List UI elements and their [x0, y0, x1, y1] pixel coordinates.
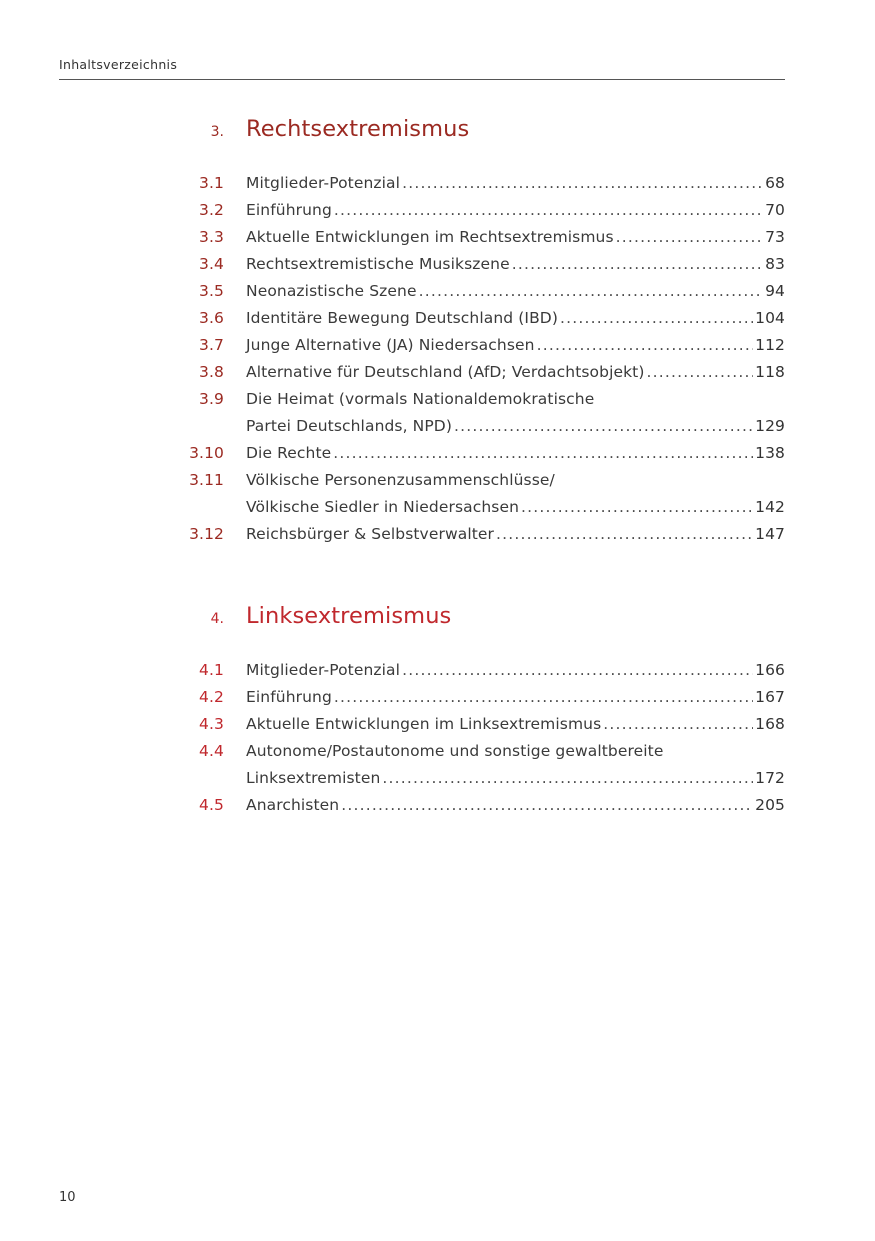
toc-entry[interactable] [180, 359, 785, 386]
toc-entry-title: Mitglieder-Potenzial [246, 174, 401, 192]
toc-entry-body [246, 332, 785, 359]
toc-entry-page: 70 [765, 201, 785, 219]
toc-entry-title: Aktuelle Entwicklungen im Rechtsextremismus [246, 228, 614, 246]
toc-entry-body [246, 359, 785, 386]
toc-entry-title: Alternative für Deutschland (AfD; Verdachtsobjekt) [246, 363, 645, 381]
dot-leader [334, 684, 753, 711]
toc-entry-page: 68 [765, 174, 785, 192]
toc-entry-body [246, 711, 785, 738]
dot-leader [647, 359, 754, 386]
toc-entry-number: 3.9 [199, 390, 224, 408]
toc-entry-line [246, 332, 785, 359]
dot-leader [537, 332, 754, 359]
toc-entry-title: Einführung [246, 688, 332, 706]
toc-section-linksextremismus [180, 603, 785, 819]
running-header: Inhaltsverzeichnis [59, 57, 178, 72]
toc-entry-title: Linksextremisten [246, 769, 381, 787]
toc-entry-body [246, 738, 785, 792]
dot-leader [512, 251, 763, 278]
toc-entry-title: Partei Deutschlands, NPD) [246, 417, 452, 435]
section-title: Linksextremismus [246, 603, 452, 629]
toc-entry-page: 147 [755, 525, 785, 543]
toc-entry-title: Rechtsextremistische Musikszene [246, 255, 510, 273]
header-rule [59, 79, 785, 80]
toc-entry-line [246, 711, 785, 738]
toc-entry-title: Reichsbürger & Selbstverwalter [246, 525, 495, 543]
dot-leader [521, 494, 753, 521]
toc-entry-line [246, 251, 785, 278]
toc-entry-number: 4.4 [199, 742, 224, 760]
toc-entry-number: 3.5 [199, 282, 224, 300]
toc-entry-line [246, 278, 785, 305]
dot-leader [496, 521, 753, 548]
toc-entry[interactable] [180, 440, 785, 467]
toc-entry[interactable] [180, 170, 785, 197]
dot-leader [419, 278, 763, 305]
toc-entry-number: 4.2 [199, 688, 224, 706]
toc-entry-body [246, 792, 785, 819]
toc-entry-line [246, 386, 785, 413]
toc-entry-number: 4.1 [199, 661, 224, 679]
toc-entry-title: Die Heimat (vormals Nationaldemokratische [246, 390, 595, 408]
page-number: 10 [59, 1190, 76, 1205]
toc-entry-number: 3.1 [199, 174, 224, 192]
toc-entry-number: 3.7 [199, 336, 224, 354]
toc-entry-page: 138 [755, 444, 785, 462]
toc-entry[interactable] [180, 386, 785, 440]
toc-entry-title: Anarchisten [246, 796, 340, 814]
toc-entry-line [246, 521, 785, 548]
toc-entry[interactable] [180, 224, 785, 251]
toc-entry-line [246, 738, 785, 765]
toc-entry-page: 83 [765, 255, 785, 273]
toc-entry[interactable] [180, 657, 785, 684]
toc-entry-body [246, 521, 785, 548]
dot-leader [454, 413, 753, 440]
toc-entry-number: 3.11 [189, 471, 224, 489]
toc-entry[interactable] [180, 305, 785, 332]
toc-entry-title: Neonazistische Szene [246, 282, 417, 300]
toc-entry-line [246, 305, 785, 332]
toc-entry[interactable] [180, 197, 785, 224]
toc-entry-body [246, 386, 785, 440]
toc-entry-body [246, 467, 785, 521]
toc-entry-line [246, 359, 785, 386]
dot-leader [560, 305, 753, 332]
dot-leader [341, 792, 753, 819]
toc-entry[interactable] [180, 711, 785, 738]
section-title: Rechtsextremismus [246, 116, 470, 142]
toc-entry-number: 4.3 [199, 715, 224, 733]
toc-entry-line [246, 657, 785, 684]
toc-entry-line [246, 413, 785, 440]
dot-leader [402, 170, 763, 197]
toc-entry-line [246, 467, 785, 494]
toc-entry-line [246, 440, 785, 467]
toc-entry-title: Autonome/Postautonome und sonstige gewaltbereite [246, 742, 664, 760]
toc-entry-page: 73 [765, 228, 785, 246]
toc-entry[interactable] [180, 467, 785, 521]
toc-entry-page: 118 [755, 363, 785, 381]
dot-leader [333, 440, 753, 467]
toc-entry-body [246, 657, 785, 684]
section-heading [180, 603, 785, 643]
toc-entry-title: Einführung [246, 201, 332, 219]
dot-leader [603, 711, 753, 738]
toc-entry-body [246, 278, 785, 305]
toc-entry-body [246, 440, 785, 467]
toc-entry-number: 3.6 [199, 309, 224, 327]
toc-entry-line [246, 170, 785, 197]
toc-entry[interactable] [180, 684, 785, 711]
toc-entry-page: 94 [765, 282, 785, 300]
toc-entry-title: Mitglieder-Potenzial [246, 661, 401, 679]
toc-entry-page: 166 [755, 661, 785, 679]
toc-entry-body [246, 305, 785, 332]
dot-leader [402, 657, 753, 684]
toc-entry-line [246, 224, 785, 251]
dot-leader [334, 197, 763, 224]
section-number: 4. [210, 611, 224, 627]
toc-entry[interactable] [180, 738, 785, 792]
toc-entry-title: Identitäre Bewegung Deutschland (IBD) [246, 309, 558, 327]
toc-entry-line [246, 684, 785, 711]
toc-entry-page: 205 [755, 796, 785, 814]
toc-entry-line [246, 765, 785, 792]
toc-entry-page: 129 [755, 417, 785, 435]
toc-entry-title: Die Rechte [246, 444, 332, 462]
toc-entry-line [246, 792, 785, 819]
toc-entry-number: 3.4 [199, 255, 224, 273]
toc-entry-title: Junge Alternative (JA) Niedersachsen [246, 336, 535, 354]
toc-entry-line [246, 494, 785, 521]
toc-entries [180, 657, 785, 819]
dot-leader [382, 765, 753, 792]
toc-entry-title: Völkische Personenzusammenschlüsse/ [246, 471, 555, 489]
toc-entry-number: 3.2 [199, 201, 224, 219]
toc-entry-number: 3.3 [199, 228, 224, 246]
toc-entry-body [246, 224, 785, 251]
toc-entry-page: 167 [755, 688, 785, 706]
toc-entry-page: 168 [755, 715, 785, 733]
toc-entry-page: 142 [755, 498, 785, 516]
toc-entry-number: 4.5 [199, 796, 224, 814]
dot-leader [616, 224, 763, 251]
toc-entry-body [246, 684, 785, 711]
section-heading [180, 116, 785, 156]
toc-entry[interactable] [180, 332, 785, 359]
toc-entry-page: 112 [755, 336, 785, 354]
toc-section-rechtsextremismus [180, 116, 785, 548]
toc-entries [180, 170, 785, 548]
toc-entry-line [246, 197, 785, 224]
toc-entry[interactable] [180, 278, 785, 305]
toc-entry-number: 3.8 [199, 363, 224, 381]
toc-entry-number: 3.12 [189, 525, 224, 543]
toc-entry-body [246, 197, 785, 224]
toc-entry-title: Aktuelle Entwicklungen im Linksextremismus [246, 715, 602, 733]
toc-entry-title: Völkische Siedler in Niedersachsen [246, 498, 520, 516]
toc-entry-number: 3.10 [189, 444, 224, 462]
section-number: 3. [210, 124, 224, 140]
toc-entry[interactable] [180, 521, 785, 548]
toc-entry-page: 104 [755, 309, 785, 327]
toc-entry-body [246, 170, 785, 197]
toc-entry-body [246, 251, 785, 278]
toc-entry-page: 172 [755, 769, 785, 787]
toc-entry[interactable] [180, 251, 785, 278]
toc-entry[interactable] [180, 792, 785, 819]
